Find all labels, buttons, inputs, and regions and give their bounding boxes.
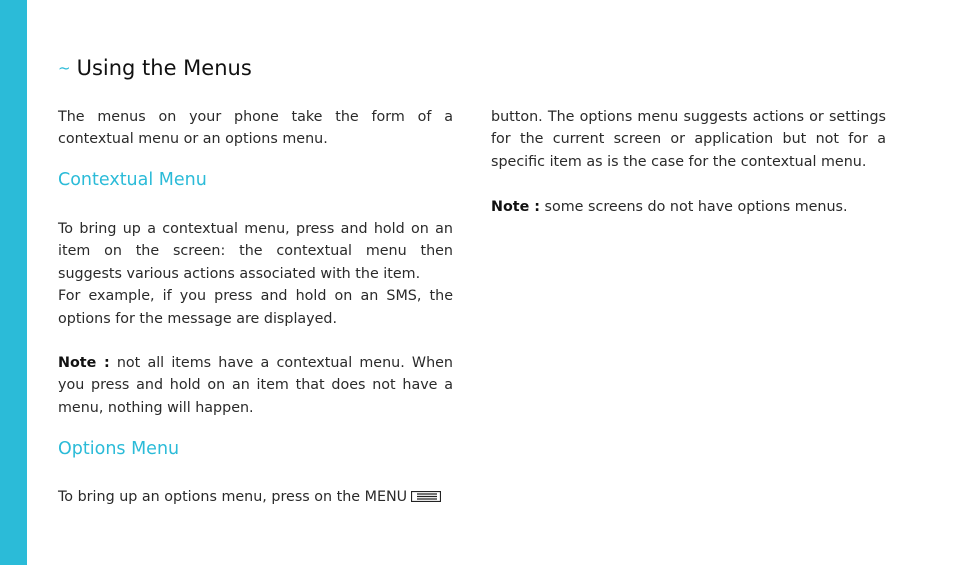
page-title <box>58 56 252 80</box>
contextual-text-2: For example, if you press and hold on an SMS, the options for the message are displayed. <box>58 288 453 327</box>
options-menu-heading: Options Menu <box>58 439 180 459</box>
side-accent-bar <box>0 0 27 565</box>
menu-key-icon <box>411 491 441 502</box>
options-text-1: To bring up an options menu, press on the MENU <box>58 489 408 505</box>
options-note <box>491 196 886 218</box>
contextual-note-text: not all items have a contextual menu. When you press and hold on an item that does not have a menu, nothing will happen. <box>58 355 453 416</box>
note-label: Note : <box>491 199 541 215</box>
contextual-menu-heading: Contextual Menu <box>58 170 207 190</box>
title-tilde: ~ <box>58 59 71 77</box>
contextual-paragraph <box>58 218 453 330</box>
contextual-text-1: To bring up a contextual menu, press and hold on an item on the screen: the contextual menu then suggests various actions associated with the item. <box>58 221 453 282</box>
options-paragraph-start <box>58 486 453 508</box>
page-title-text: Using the Menus <box>76 56 252 80</box>
contextual-note <box>58 352 453 419</box>
options-note-text: some screens do not have options menus. <box>540 199 848 215</box>
options-paragraph-cont: button. The options menu suggests actions or settings for the current screen or application but not for a specific item as is the case for the contextual menu. <box>491 109 886 170</box>
intro-paragraph: The menus on your phone take the form of a contextual menu or an options menu. <box>58 109 453 148</box>
note-label: Note : <box>58 355 110 371</box>
